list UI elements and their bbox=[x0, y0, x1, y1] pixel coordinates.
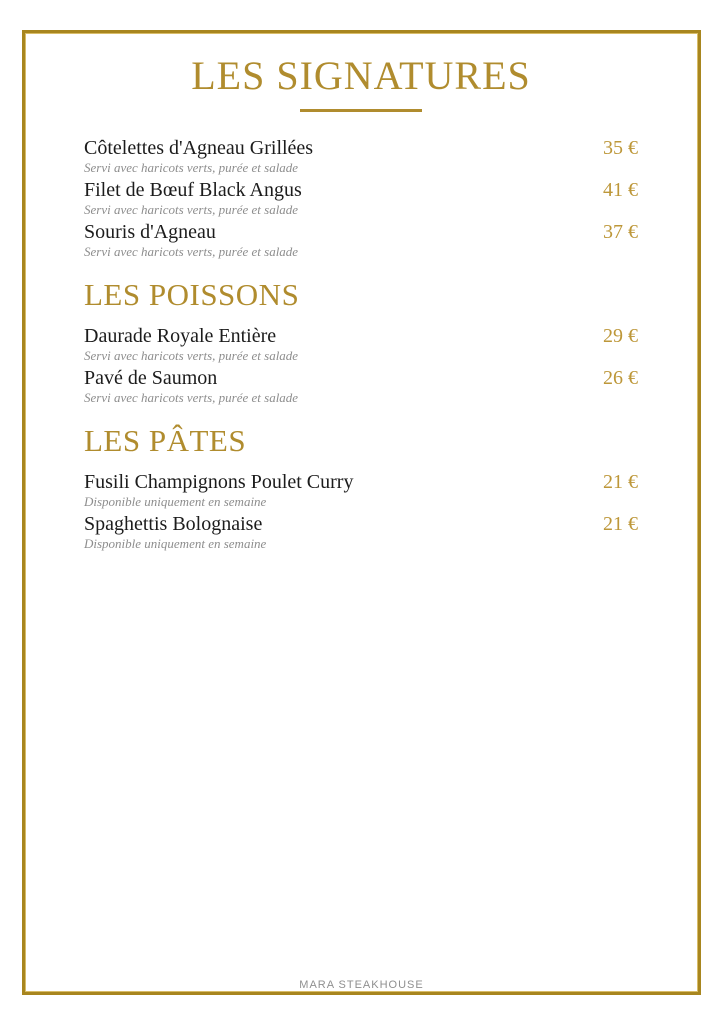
menu-item bbox=[84, 137, 638, 175]
item-row bbox=[84, 179, 638, 202]
item-desc: Disponible uniquement en semaine bbox=[84, 494, 267, 510]
menu-item bbox=[84, 179, 638, 217]
item-name: Côtelettes d'Agneau Grillées bbox=[84, 137, 314, 159]
section-heading: LES PÂTES bbox=[84, 423, 247, 459]
menu-page-frame bbox=[22, 30, 701, 995]
item-row bbox=[84, 137, 638, 160]
item-price: 21 € bbox=[603, 471, 638, 494]
item-row bbox=[84, 471, 638, 494]
page-title: LES SIGNATURES bbox=[191, 53, 531, 98]
menu-item bbox=[84, 325, 638, 363]
item-name: Filet de Bœuf Black Angus bbox=[84, 179, 302, 201]
item-row bbox=[84, 325, 638, 348]
item-name: Daurade Royale Entière bbox=[84, 325, 277, 348]
menu-item bbox=[84, 367, 638, 405]
title-underline bbox=[300, 109, 422, 112]
item-price: 29 € bbox=[603, 325, 638, 348]
item-row bbox=[84, 221, 638, 244]
section-signatures bbox=[84, 137, 638, 259]
item-name: Souris d'Agneau bbox=[84, 221, 216, 243]
item-price: 21 € bbox=[603, 513, 638, 536]
item-price: 35 € bbox=[603, 137, 638, 159]
item-name: Pavé de Saumon bbox=[84, 367, 218, 390]
item-price: 37 € bbox=[603, 221, 638, 243]
item-price: 41 € bbox=[603, 179, 638, 201]
item-desc: Servi avec haricots verts, purée et salade bbox=[84, 202, 299, 217]
section-poissons bbox=[84, 278, 638, 405]
item-row bbox=[84, 367, 638, 390]
item-desc: Servi avec haricots verts, purée et salade bbox=[84, 160, 299, 175]
item-name: Spaghettis Bolognaise bbox=[84, 513, 263, 536]
restaurant-name-footer: MARA STEAKHOUSE bbox=[299, 979, 424, 991]
menu-item bbox=[84, 513, 638, 551]
menu-item bbox=[84, 221, 638, 259]
section-heading: LES POISSONS bbox=[84, 277, 300, 312]
item-desc: Servi avec haricots verts, purée et salade bbox=[84, 244, 299, 259]
item-row bbox=[84, 513, 638, 536]
item-desc: Disponible uniquement en semaine bbox=[84, 536, 267, 552]
item-name: Fusili Champignons Poulet Curry bbox=[84, 471, 354, 494]
item-price: 26 € bbox=[603, 367, 638, 390]
menu-content bbox=[25, 53, 698, 1015]
section-pates bbox=[84, 424, 638, 551]
item-desc: Servi avec haricots verts, purée et salade bbox=[84, 390, 299, 406]
item-desc: Servi avec haricots verts, purée et salade bbox=[84, 348, 299, 364]
menu-item bbox=[84, 471, 638, 509]
